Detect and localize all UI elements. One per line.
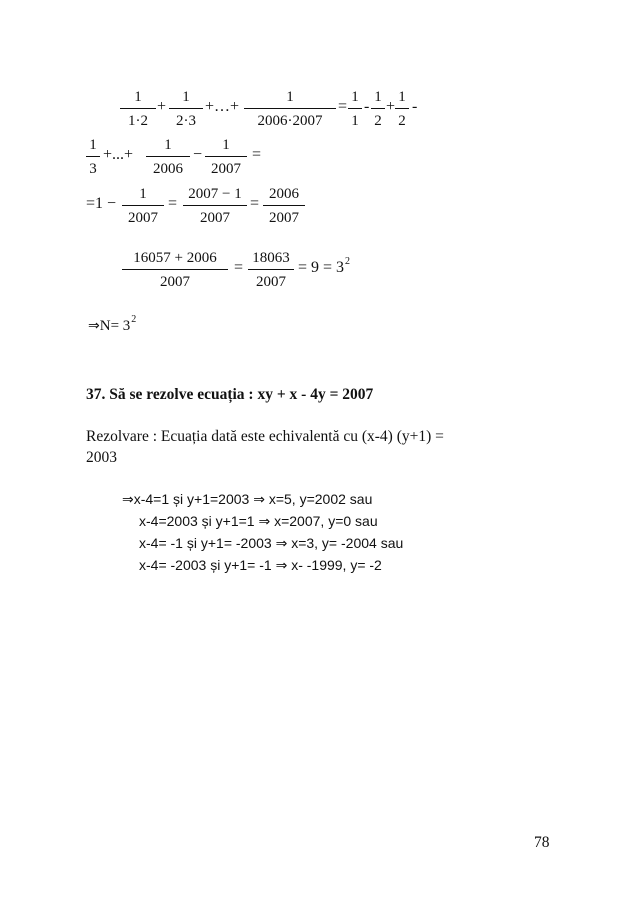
denominator: 2006 — [153, 161, 183, 177]
exponent: 2 — [345, 256, 351, 267]
denominator: 2007 — [211, 161, 241, 177]
fraction — [122, 249, 228, 291]
result-text: = 9 = 3 — [298, 259, 345, 276]
case-text: x-4= -2003 și y+1= -1 ⇒ x- -1999, y= -2 — [139, 557, 382, 573]
denominator: 1 — [351, 113, 359, 129]
numerator: 1 — [374, 89, 382, 105]
denominator: 2007 — [128, 210, 158, 226]
numerator: 2006 — [269, 186, 299, 202]
fraction — [371, 88, 385, 130]
implies-arrow-icon: ⇒ — [88, 318, 100, 334]
fraction — [122, 185, 164, 227]
ellipsis-sum: +…+ — [205, 98, 240, 115]
denominator: 2 — [374, 113, 382, 129]
denominator: 2007 — [269, 210, 299, 226]
equals-sign: = — [168, 195, 178, 212]
numerator: 1 — [89, 137, 97, 153]
denominator: 1·2 — [128, 113, 148, 129]
ellipsis-sum: +...+ — [103, 146, 134, 163]
plus-sign: + — [157, 98, 167, 115]
numerator: 1 — [286, 89, 294, 105]
fraction — [183, 185, 247, 227]
denominator: 2007 — [256, 274, 286, 290]
case-text: x-4=1 și y+1=2003 ⇒ x=5, y=2002 sau — [133, 491, 373, 507]
case-line-2 — [139, 513, 378, 530]
equals-sign: = — [234, 259, 244, 276]
numerator: 18063 — [252, 250, 290, 266]
minus-sign: − — [193, 146, 203, 163]
numerator: 1 — [182, 89, 190, 105]
case-line-1 — [122, 491, 372, 508]
page-number: 78 — [534, 834, 550, 851]
fraction — [395, 88, 409, 130]
numerator: 1 — [134, 89, 142, 105]
fraction — [263, 185, 305, 227]
minus-sign: - — [412, 98, 418, 115]
case-line-3 — [139, 535, 403, 552]
result-text: N= 3 — [99, 318, 131, 334]
equals-one-minus: =1 − — [86, 195, 117, 212]
case-text: x-4= -1 și y+1= -2003 ⇒ x=3, y= -2004 sau — [139, 535, 404, 551]
exponent: 2 — [131, 314, 137, 325]
equals-sign: = — [338, 98, 348, 115]
denominator: 2·3 — [176, 113, 196, 129]
result-expression — [298, 256, 351, 277]
denominator: 3 — [89, 161, 97, 177]
plus-sign: + — [386, 98, 396, 115]
numerator: 1 — [164, 137, 172, 153]
minus-sign: - — [364, 98, 370, 115]
case-line-4 — [139, 557, 382, 574]
denominator: 2 — [398, 113, 406, 129]
numerator: 1 — [398, 89, 406, 105]
denominator: 2007 — [160, 274, 190, 290]
problem-heading: 37. Să se rezolve ecuația : xy + x - 4y = 2007 — [86, 386, 374, 403]
numerator: 16057 + 2006 — [133, 250, 217, 266]
equals-sign: = — [252, 146, 262, 163]
denominator: 2007 — [200, 210, 230, 226]
numerator: 1 — [139, 186, 147, 202]
numerator: 1 — [351, 89, 359, 105]
fraction — [248, 249, 294, 291]
fraction — [120, 88, 156, 130]
numerator: 2007 − 1 — [188, 186, 242, 202]
denominator: 2006·2007 — [257, 113, 323, 129]
result-line — [88, 314, 137, 335]
fraction — [169, 88, 203, 130]
case-text: x-4=2003 și y+1=1 ⇒ x=2007, y=0 sau — [139, 513, 378, 529]
fraction — [146, 136, 190, 178]
equals-sign: = — [250, 195, 260, 212]
implies-arrow-icon: ⇒ — [122, 492, 134, 508]
fraction — [86, 136, 100, 178]
numerator: 1 — [222, 137, 230, 153]
fraction — [205, 136, 247, 178]
fraction — [348, 88, 362, 130]
fraction — [244, 88, 336, 130]
solution-line-2: 2003 — [86, 449, 117, 466]
solution-line-1: Rezolvare : Ecuația dată este echivalentă cu (x-4) (y+1) = — [86, 428, 444, 445]
